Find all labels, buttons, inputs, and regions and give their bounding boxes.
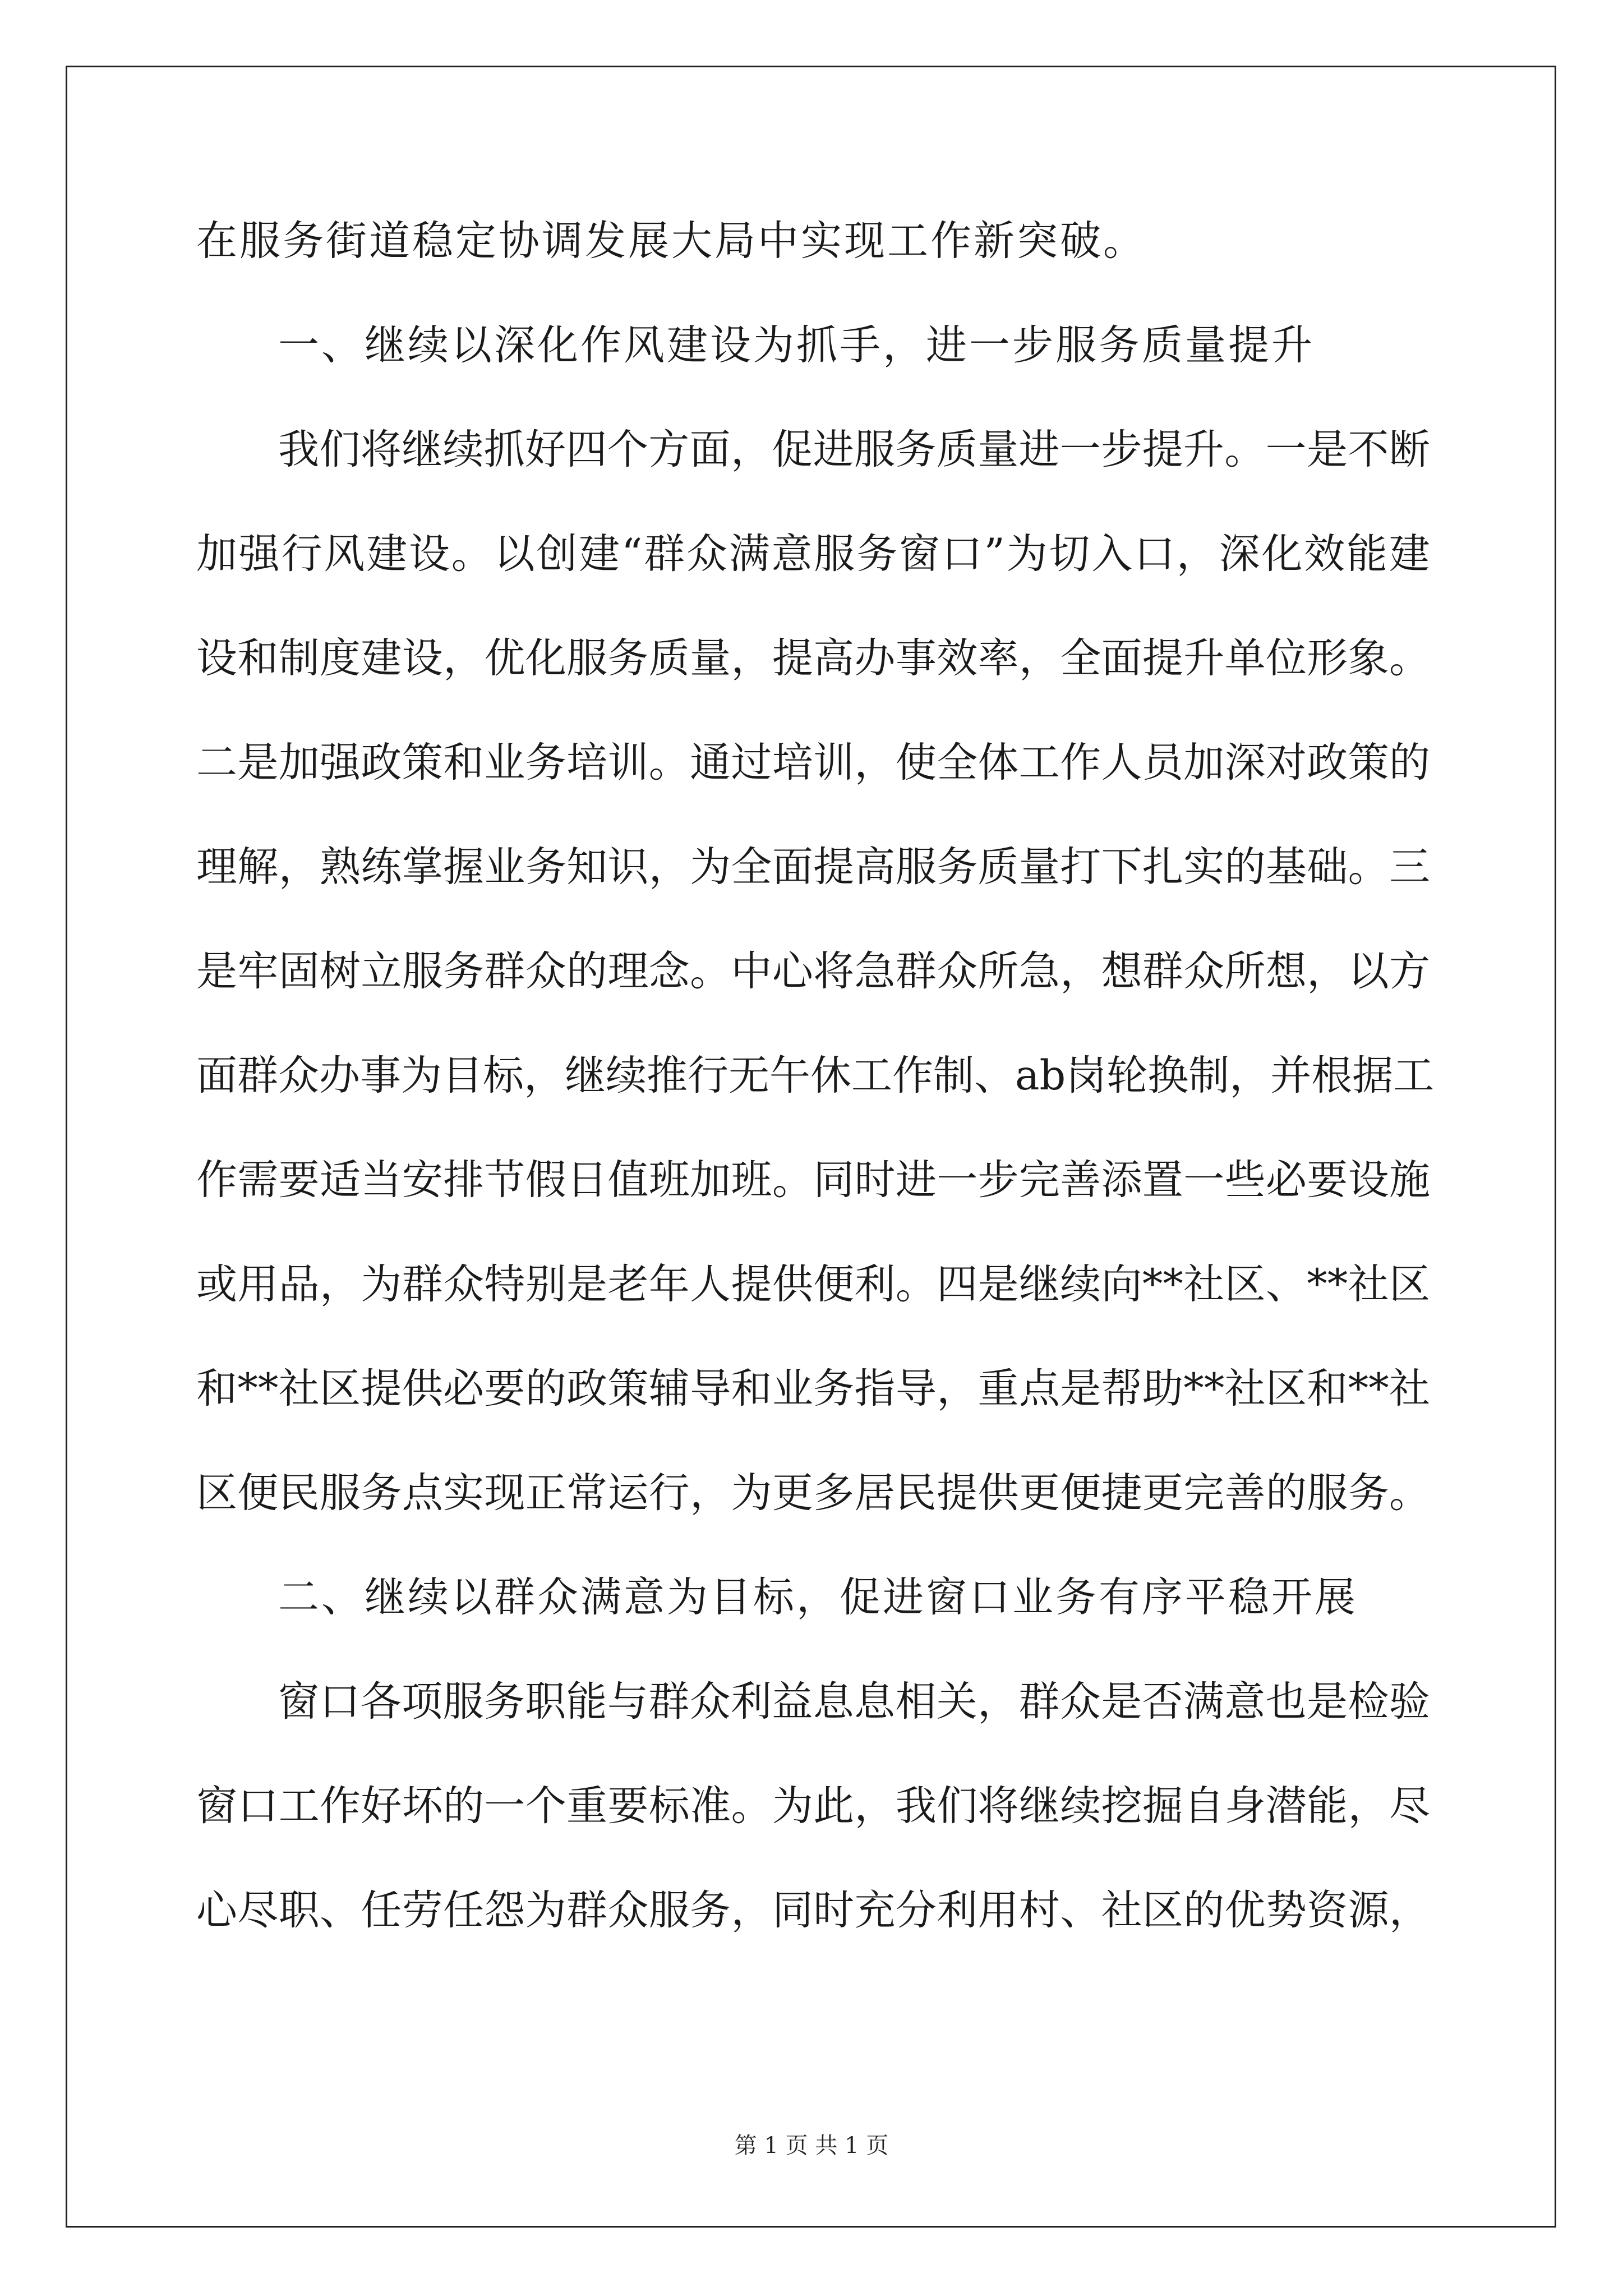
text-line: 区 便 民 服 务 点 实 现 正 常 运 行 ， 为 更 多 居 民 提 供 更 便 捷 更 完 善 的 服 务 。 [196, 1469, 1430, 1517]
text-line: 在服务街道稳定协调发展大局中实现工作新突破。 [196, 217, 1146, 265]
text-line: 设 和 制 度 建 设 ， 优 化 服 务 质 量 ， 提 高 办 事 效 率 ， 全 面 提 升 单 位 形 象 。 [196, 634, 1430, 682]
text-line: 二、继续以群众满意为目标，促进窗口业务有序平稳开展 [278, 1573, 1358, 1621]
text-line: 和 ** 社 区 提 供 必 要 的 政 策 辅 导 和 业 务 指 导 ， 重 点 是 帮 助 ** 社 区 和 ** 社 [196, 1365, 1430, 1412]
text-line: 面 群 众 办 事 为 目 标 ， 继 续 推 行 无 午 休 工 作 制 、 ab 岗 轮 换 制 ， 并 根 据 工 [196, 1052, 1435, 1099]
page-footer: 第 1 页 共 1 页 [734, 2133, 889, 2159]
text-line: 或 用 品 ， 为 群 众 特 别 是 老 年 人 提 供 便 利 。 四 是 继 续 向 ** 社 区 、 ** 社 区 [196, 1260, 1430, 1308]
text-line: 心 尽 职 、 任 劳 任 怨 为 群 众 服 务 ， 同 时 充 分 利 用 村 、 社 区 的 优 势 资 源 ， [196, 1887, 1430, 1934]
text-line: 是 牢 固 树 立 服 务 群 众 的 理 念 。 中 心 将 急 群 众 所 急 ， 想 群 众 所 想 ， 以 方 [196, 947, 1430, 995]
text-line: 作 需 要 适 当 安 排 节 假 日 值 班 加 班 。 同 时 进 一 步 完 善 添 置 一 些 必 要 设 施 [196, 1156, 1430, 1204]
text-line: 窗 口 工 作 好 坏 的 一 个 重 要 标 准 。 为 此 ， 我 们 将 继 续 挖 掘 自 身 潜 能 ， 尽 [196, 1782, 1430, 1830]
text-line: 窗 口 各 项 服 务 职 能 与 群 众 利 益 息 息 相 关 ， 群 众 是 否 满 意 也 是 检 验 [278, 1678, 1430, 1726]
text-line: 一、继续以深化作风建设为抓手，进一步服务质量提升 [278, 321, 1315, 369]
text-line: 加 强 行 风 建 设 。 以 创 建 “ 群 众 满 意 服 务 窗 口 ” 为 切 入 口 ， 深 化 效 能 建 [196, 530, 1430, 578]
text-line: 我 们 将 继 续 抓 好 四 个 方 面 ， 促 进 服 务 质 量 进 一 步 提 升 。 一 是 不 断 [278, 426, 1430, 473]
document-body [196, 213, 1435, 1987]
text-line: 理 解 ， 熟 练 掌 握 业 务 知 识 ， 为 全 面 提 高 服 务 质 量 打 下 扎 实 的 基 础 。 三 [196, 843, 1430, 891]
text-line: 二 是 加 强 政 策 和 业 务 培 训 。 通 过 培 训 ， 使 全 体 工 作 人 员 加 深 对 政 策 的 [196, 739, 1430, 786]
